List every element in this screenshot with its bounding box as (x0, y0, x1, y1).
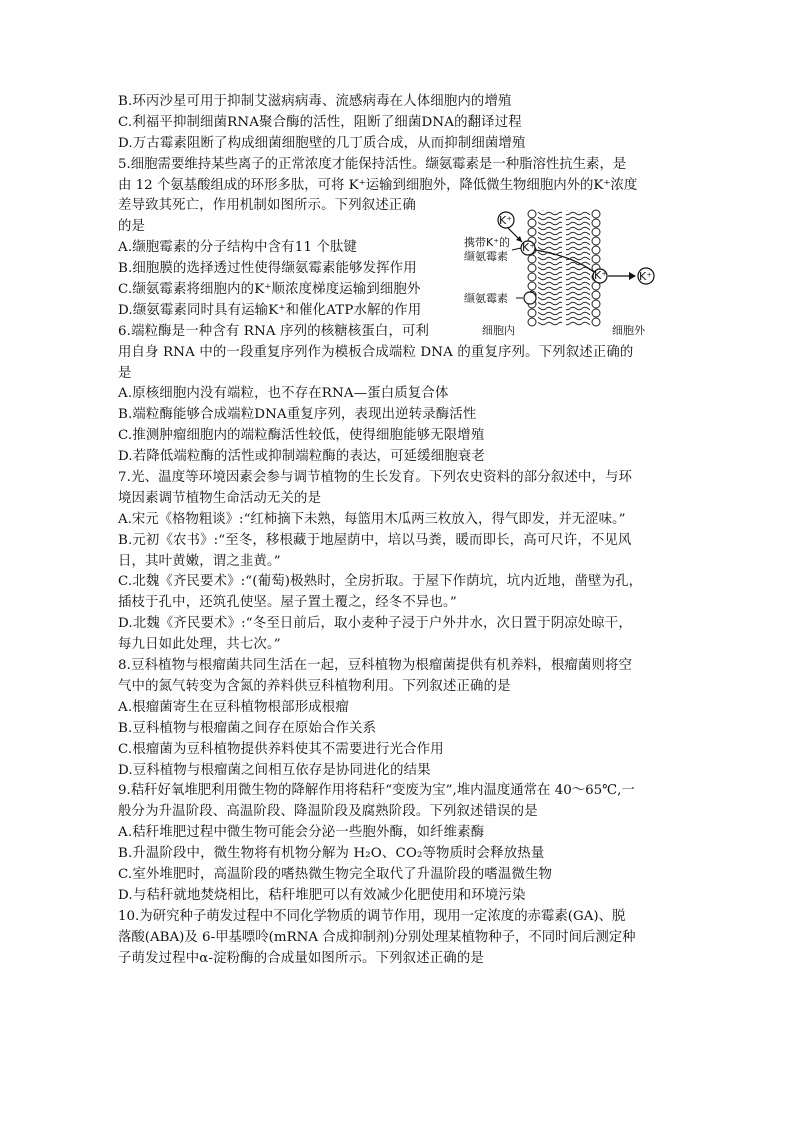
q9-option-c: C.室外堆肥时，高温阶段的嗜热微生物完全取代了升温阶段的嗜温微生物 (118, 866, 553, 882)
label-carrier-line2: 缬氨霉素 (464, 250, 508, 263)
q5-option-a: A.缬胞霉素的分子结构中含有11 个肽键 (118, 240, 358, 256)
membrane-tails-left (538, 210, 562, 326)
q10-stem-line-1: 10.为研究种子萌发过程中不同化学物质的调节作用，现用一定浓度的赤霉素(GA)、脱 (118, 908, 626, 924)
q9-option-a: A.秸秆堆肥过程中微生物可能会分泌一些胞外酶，如纤维素酶 (118, 825, 485, 841)
label-cell-outside: 细胞外 (612, 324, 645, 337)
q7-option-c-line-2: 插枝于孔中，还筑孔使坚。屋子置土覆之，经冬不异也。” (118, 595, 457, 611)
q6-option-b: B.端粒酶能够合成端粒DNA重复序列，表现出逆转录酶活性 (118, 407, 477, 423)
q10-stem-line-2: 落酸(ABA)及 6-甲基嘌呤(mRNA 合成抑制剂)分别处理某植物种子，不同时间后测定种 (118, 929, 636, 945)
k-ion-outside-label: K⁺ (639, 270, 653, 283)
q7-option-b-line-1: B.元初《农书》:“至冬，移根藏于地屋荫中，培以马粪，暖而即长，高可尺许，不见风 (118, 532, 632, 548)
membrane-left-heads (528, 210, 536, 326)
q6-option-a: A.原核细胞内没有端粒，也不存在RNA—蛋白质复合体 (118, 386, 449, 402)
q8-option-c: C.根瘤菌为豆科植物提供养料使其不需要进行光合作用 (118, 741, 444, 757)
q6-option-c: C.推测肿瘤细胞内的端粒酶活性较低，使得细胞能够无限增殖 (118, 428, 485, 444)
q5-stem-line-1: 5.细胞需要维持某些离子的正常浓度才能保持活性。缬氨霉素是一种脂溶性抗生素，是 (118, 156, 627, 172)
q5-stem-line-2: 由 12 个氨基酸组成的环形多肽，可将 K⁺运输到细胞外，降低微生物细胞内外的K⁺浓度 (118, 177, 638, 193)
valinomycin-mechanism-figure (462, 206, 690, 340)
label-carrier-line1: 携带K⁺的 (464, 236, 511, 249)
q7-option-a: A.宋元《格物粗谈》:“红柿摘下未熟，每篮用木瓜两三枚放入，得气即发，并无涩味。” (118, 511, 626, 527)
q7-option-b-line-2: 日，其叶黄嫩，谓之韭黄。” (118, 553, 281, 569)
carrier-release-label: K⁺ (594, 269, 608, 282)
q8-option-d: D.豆科植物与根瘤菌之间相互依存是协同进化的结果 (118, 762, 431, 778)
q8-option-b: B.豆科植物与根瘤菌之间存在原始合作关系 (118, 720, 377, 736)
q5-stem-line-4: 的是 (118, 219, 146, 235)
carrier-k-label: K⁺ (522, 241, 536, 254)
q10-stem-line-3: 子萌发过程中α-淀粉酶的合成量如图所示。下列叙述正确的是 (118, 950, 484, 966)
q6-stem-line-3: 是 (118, 365, 132, 381)
q6-option-d: D.若降低端粒酶的活性或抑制端粒酶的表达，可延缓细胞衰老 (118, 449, 485, 465)
q9-option-d: D.与秸秆就地焚烧相比，秸秆堆肥可以有效减少化肥使用和环境污染 (118, 887, 526, 903)
q7-option-d-line-2: 每九日如此处理，共七次。” (118, 637, 281, 653)
q5-option-c: C.缬氨霉素将细胞内的K⁺顺浓度梯度运输到细胞外 (118, 282, 421, 298)
q5-option-b: B.细胞膜的选择透过性使得缬氨霉素能够发挥作用 (118, 261, 417, 277)
q8-option-a: A.根瘤菌寄生在豆科植物根部形成根瘤 (118, 699, 349, 715)
q5-option-d: D.缬氨霉素同时具有运输K⁺和催化ATP水解的作用 (118, 302, 422, 318)
q9-stem-line-1: 9.秸秆好氧堆肥利用微生物的降解作用将秸秆“变废为宝”,堆内温度通常在 40～65℃,一 (118, 783, 635, 799)
q6-stem-line-1: 6.端粒酶是一种含有 RNA 序列的核糖核蛋白，可利 (118, 323, 430, 339)
q4-option-c: C.利福平抑制细菌RNA聚合酶的活性，阻断了细菌DNA的翻译过程 (118, 114, 522, 130)
q9-stem-line-2: 般分为升温阶段、高温阶段、降温阶段及腐熟阶段。下列叙述错误的是 (118, 804, 538, 820)
membrane-tails-right (566, 210, 590, 326)
q8-stem-line-1: 8.豆科植物与根瘤菌共同生活在一起，豆科植物为根瘤菌提供有机养料，根瘤菌则将空 (118, 658, 633, 674)
q6-stem-line-2: 用自身 RNA 中的一段重复序列作为模板合成端粒 DNA 的重复序列。下列叙述正确的 (118, 344, 634, 360)
q9-option-b: B.升温阶段中，微生物将有机物分解为 H₂O、CO₂等物质时会释放热量 (118, 846, 545, 862)
q4-option-b: B.环丙沙星可用于抑制艾滋病病毒、流感病毒在人体细胞内的增殖 (118, 94, 512, 109)
q7-stem-line-2: 境因素调节植物生命活动无关的是 (118, 490, 322, 506)
membrane-right-heads (592, 210, 600, 326)
q7-option-c-line-1: C.北魏《齐民要术》:“(葡萄)极熟时，全房折取。于屋下作荫坑，坑内近地，凿壁为孔， (118, 574, 643, 590)
q8-stem-line-2: 气中的氮气转变为含氮的养料供豆科植物利用。下列叙述正确的是 (118, 678, 511, 694)
label-cell-inside: 细胞内 (482, 324, 515, 337)
q7-stem-line-1: 7.光、温度等环境因素会参与调节植物的生长发育。下列农史资料的部分叙述中，与环 (118, 470, 633, 486)
q4-option-d: D.万古霉素阻断了构成细菌细胞壁的几丁质合成，从而抑制细菌增殖 (118, 135, 526, 151)
q7-option-d-line-1: D.北魏《齐民要术》:“冬至日前后，取小麦种子浸于户外井水，次日置于阴凉处晾干， (118, 616, 632, 632)
empty-valinomycin (524, 292, 536, 304)
k-ion-inside-label: K⁺ (499, 214, 513, 227)
label-valinomycin: 缬氨霉素 (464, 292, 508, 305)
q5-stem-line-3: 差导致其死亡，作用机制如图所示。下列叙述正确 (118, 198, 416, 214)
